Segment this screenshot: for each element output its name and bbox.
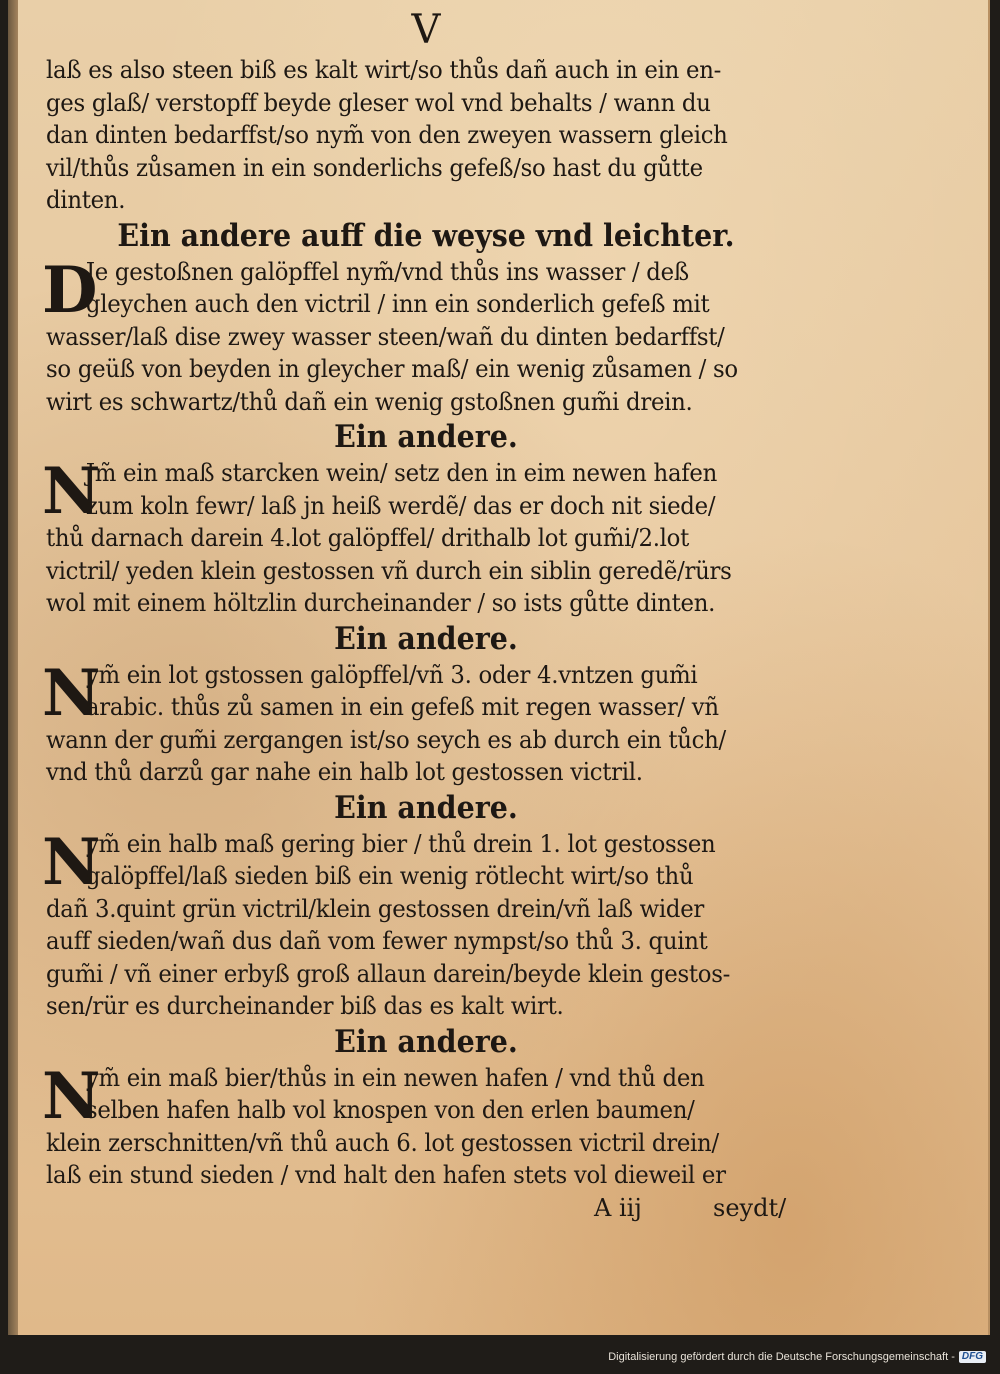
drop-cap: N [42,655,101,731]
text-line: auff sieden/wañ dus dañ vom fewer nympst/so thů 3. quint [46,927,708,955]
section-heading: Ein andere. [334,419,518,455]
recipe-paragraph [42,824,806,1023]
text-line: wann der gum̃i zergangen ist/so seych es ab durch ein tůch/ [46,725,726,754]
text-line: galöpffel/laß sieden biß ein wenig rötlecht wirt/so thů [85,862,694,890]
page-binding-edge [8,0,18,1335]
signature-mark: A iij [594,1193,642,1222]
signature-line [46,1192,806,1226]
text-line: Je gestoßnen galöpffel nym̃/vnd thůs ins wasser / deß [85,257,689,286]
text-line: laß es also steen biß es kalt wirt/so thůs dañ auch in ein en- [46,56,722,84]
text-line: wasser/laß dise zwey wasser steen/wañ du dinten bedarffst/ [46,322,725,351]
text-line: gum̃i / vñ einer erbyß groß allaun darein/beyde klein gestos- [46,959,731,988]
text-line: wol mit einem höltzlin durcheinander / so ists gůtte dinten. [46,589,716,617]
recipe-paragraph [42,1058,806,1192]
catchword: seydt/ [713,1193,787,1222]
book-page [8,0,990,1335]
text-line: ges glaß/ verstopff beyde gleser wol vnd behalts / wann du [46,88,711,117]
section-heading: Ein andere auff die weyse vnd leichter. [117,217,735,254]
text-line: vil/thůs zůsamen in ein sonderlichs gefeß/so hast du gůtte [46,153,703,182]
drop-cap: N [42,454,101,529]
recipe-paragraph [42,655,806,789]
text-line: Jm̃ ein maß starcken wein/ setz den in eim newen hafen [85,459,718,487]
drop-cap: N [42,824,101,900]
section-heading: Ein andere. [334,1023,518,1060]
credit-text: Digitalisierung gefördert durch die Deutsche Forschungsgemeinschaft - [608,1351,955,1363]
section-heading: Ein andere. [334,620,518,657]
drop-cap: N [42,1058,101,1134]
text-line: selben hafen halb vol knospen von den erlen baumen/ [85,1096,695,1124]
text-line: victril/ yeden klein gestossen vñ durch ein siblin geredẽ/rürs [46,556,732,585]
recipe-paragraph [42,252,806,419]
folio-number: V [411,7,441,53]
text-line: ym̃ ein halb maß gering bier / thů drein 1. lot gestossen [85,829,716,858]
opening-paragraph [46,54,806,217]
digitization-credit [608,1351,986,1363]
text-line: dinten. [46,186,126,214]
text-line: ym̃ ein maß bier/thůs in ein newen hafen / vnd thů den [85,1063,705,1092]
text-line: so geüß von beyden in gleycher maß/ ein wenig zůsamen / so [46,355,738,383]
dfg-logo: DFG [959,1351,986,1363]
text-line: laß ein stund sieden / vnd halt den hafen stets vol dieweil er [46,1161,726,1189]
text-line: dañ 3.quint grün victril/klein gestossen drein/vñ laß wider [46,894,705,923]
text-line: gleychen auch den victril / inn ein sonderlich gefeß mit [85,290,710,318]
text-line: vnd thů darzů gar nahe ein halb lot gestossen victril. [46,758,643,786]
text-line: wirt es schwartz/thů dañ ein wenig gstoßnen gum̃i drein. [46,387,693,416]
text-line: dan dinten bedarffst/so nym̃ von den zweyen wassern gleich [46,121,728,149]
drop-cap: D [42,252,98,328]
text-line: ym̃ ein lot gstossen galöpffel/vñ 3. oder 4.vntzen gum̃i [85,660,698,689]
recipe-paragraph [42,454,806,620]
text-line: thů darnach darein 4.lot galöpffel/ drithalb lot gum̃i/2.lot [46,524,690,552]
text-line: klein zerschnitten/vñ thů auch 6. lot gestossen victril drein/ [46,1128,719,1157]
text-line: sen/rür es durcheinander biß das es kalt wirt. [46,992,564,1020]
text-line: arabic. thůs zů samen in ein gefeß mit regen wasser/ vñ [85,693,719,721]
page-text [42,6,806,1226]
text-line: zum koln fewr/ laß jn heiß werdẽ/ das er doch nit siede/ [85,491,716,520]
section-heading: Ein andere. [334,789,518,826]
